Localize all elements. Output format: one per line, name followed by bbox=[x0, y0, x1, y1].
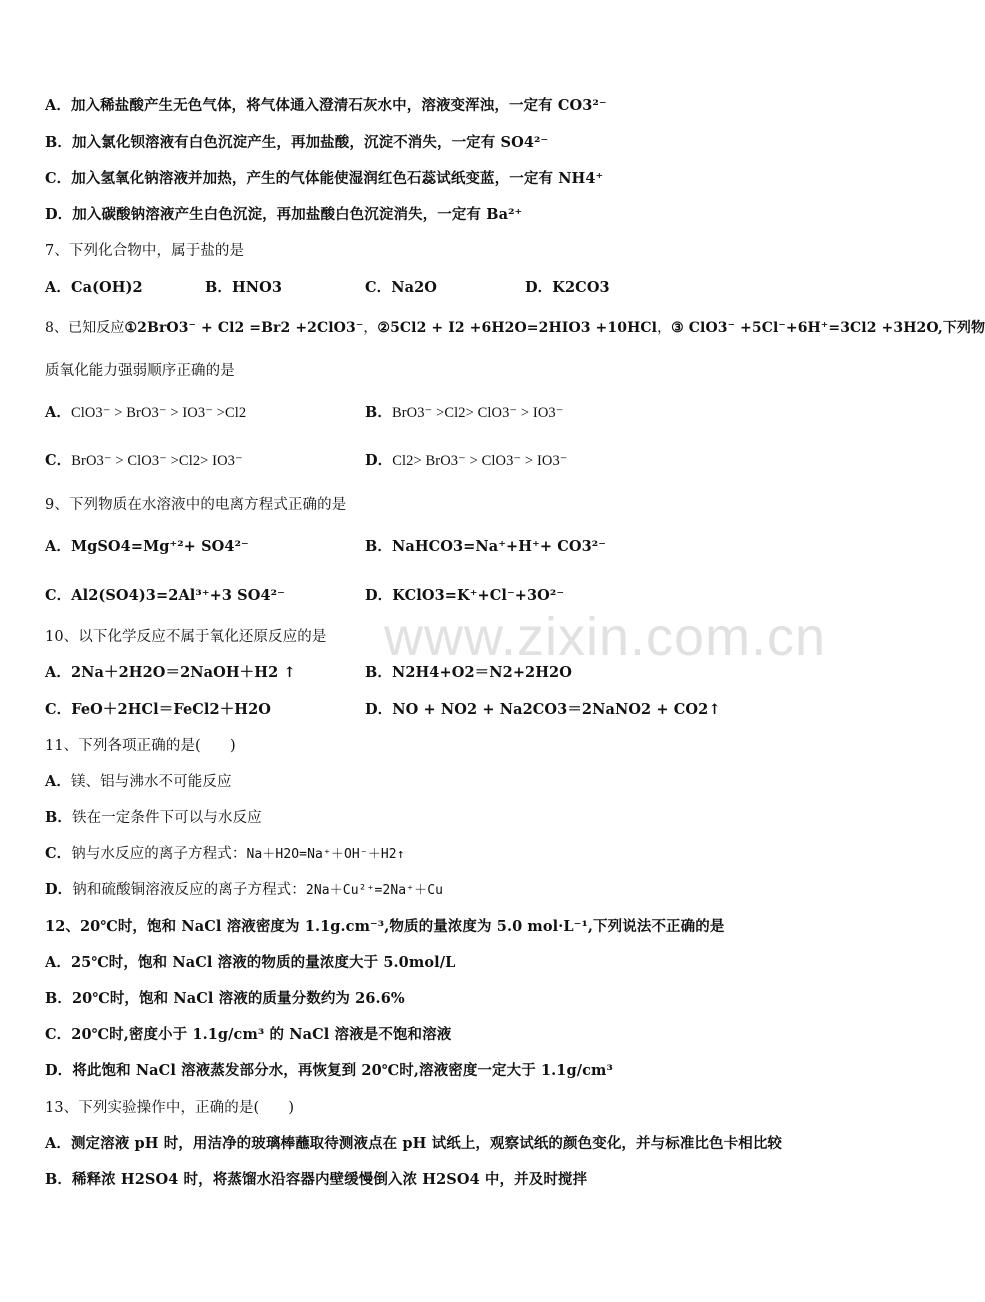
q10-c: FeO＋2HCl＝FeCl2＋H2O bbox=[71, 701, 272, 718]
q12-option-b bbox=[45, 989, 405, 1009]
option-label: C． bbox=[45, 845, 72, 862]
q10-b: N2H4+O2＝N2+2H2O bbox=[391, 664, 572, 681]
q8-d: Cl2> BrO3⁻ > ClO3⁻ > IO3⁻ bbox=[392, 453, 568, 469]
q12-d: 将此饱和 NaCl 溶液蒸发部分水，再恢复到 20℃时,溶液密度一定大于 1.1g/cm³ bbox=[72, 1062, 613, 1079]
q13-b: 稀释浓 H2SO4 时，将蒸馏水沿容器内壁缓慢倒入浓 H2SO4 中，并及时搅拌 bbox=[71, 1171, 588, 1188]
q7-options bbox=[45, 278, 143, 298]
q8-stem-line1: 8、已知反应①2BrO3⁻ + Cl2 =Br2 +2ClO3⁻，②5Cl2 + I2 +6H2O=2HIO3 +10HCl，③ ClO3⁻ +5Cl⁻+6H⁺=3Cl2 +3H2O,下列物 bbox=[45, 320, 985, 336]
q8-stem-prefix: 8、已知反应 bbox=[45, 320, 125, 336]
q11-option-a bbox=[45, 772, 232, 792]
q9-stem: 9、下列物质在水溶液中的电离方程式正确的是 bbox=[45, 497, 347, 513]
option-label: A． bbox=[45, 404, 71, 421]
q10-d: NO + NO2 + Na2CO3＝2NaNO2 + CO2↑ bbox=[392, 701, 721, 718]
q11-a: 镁、铝与沸水不可能反应 bbox=[70, 774, 232, 790]
q10-stem: 10、以下化学反应不属于氧化还原反应的是 bbox=[45, 629, 327, 645]
q13-option-b bbox=[45, 1170, 587, 1190]
q7-option-b bbox=[205, 278, 282, 298]
q8-reaction-3: ③ ClO3⁻ +5Cl⁻+6H⁺=3Cl2 +3H2O bbox=[671, 320, 938, 336]
q13-option-a bbox=[45, 1134, 782, 1154]
option-label: D． bbox=[365, 452, 393, 469]
q12-option-a bbox=[45, 953, 455, 973]
option-label: A． bbox=[45, 1135, 71, 1152]
q8-c: BrO3⁻ > ClO3⁻ >Cl2> IO3⁻ bbox=[71, 453, 243, 469]
option-label: A． bbox=[45, 664, 71, 681]
q9-option-b bbox=[365, 537, 606, 557]
q6-option-d bbox=[45, 205, 522, 225]
q11-d-text: 钠和硫酸铜溶液反应的离子方程式： bbox=[72, 882, 306, 898]
q12-option-d bbox=[45, 1061, 613, 1081]
q11-stem: 11、下列各项正确的是( ) bbox=[45, 738, 236, 754]
option-label: C． bbox=[45, 587, 72, 604]
option-label: B． bbox=[365, 404, 392, 421]
q7-stem: 7、下列化合物中，属于盐的是 bbox=[45, 243, 245, 259]
q8-stem-line2: 质氧化能力强弱顺序正确的是 bbox=[45, 363, 235, 379]
q12-option-c bbox=[45, 1025, 451, 1045]
option-label: D． bbox=[365, 701, 393, 718]
q10-option-c bbox=[45, 700, 271, 720]
q8-option-a bbox=[45, 403, 246, 423]
q9-c: Al2(SO4)3=2Al³⁺+3 SO4²⁻ bbox=[71, 587, 285, 604]
option-label: C． bbox=[45, 1026, 72, 1043]
option-label: B． bbox=[45, 1171, 72, 1188]
q6-b-ion: SO4²⁻ bbox=[500, 134, 549, 151]
q11-d-equation: 2Na＋Cu²⁺=2Na⁺＋Cu bbox=[305, 883, 444, 898]
q6-c-text: 加入氢氧化钠溶液并加热，产生的气体能使湿润红色石蕊试纸变蓝，一定有 bbox=[71, 170, 554, 187]
q12-stem: 12、20℃时，饱和 NaCl 溶液密度为 1.1g.cm⁻³,物质的量浓度为 5.0 mol·L⁻¹,下列说法不正确的是 bbox=[45, 918, 725, 935]
q11-option-c bbox=[45, 844, 405, 865]
q9-b: NaHCO3=Na⁺+H⁺+ CO3²⁻ bbox=[391, 538, 606, 555]
q11-c-text: 钠与水反应的离子方程式： bbox=[71, 846, 247, 862]
q7-option-d bbox=[525, 278, 610, 298]
watermark: www.zixin.com.cn bbox=[384, 607, 827, 667]
q6-a-ion: CO3²⁻ bbox=[557, 97, 607, 114]
q11-c-equation: Na＋H2O=Na⁺＋OH⁻＋H2↑ bbox=[246, 847, 405, 862]
option-label: B． bbox=[365, 538, 392, 555]
q6-c-ion: NH4⁺ bbox=[558, 170, 604, 187]
q9-a: MgSO4=Mg⁺²+ SO4²⁻ bbox=[70, 538, 249, 555]
option-label: D． bbox=[45, 206, 73, 223]
option-label: B． bbox=[45, 809, 72, 826]
q6-d-text: 加入碳酸钠溶液产生白色沉淀，再加盐酸白色沉淀消失，一定有 bbox=[72, 206, 482, 223]
option-label: A． bbox=[45, 773, 71, 790]
q12-a: 25℃时，饱和 NaCl 溶液的物质的量浓度大于 5.0mol/L bbox=[70, 954, 456, 971]
q10-a: 2Na＋2H2O＝2NaOH＋H2 ↑ bbox=[70, 664, 296, 681]
q10-option-d bbox=[365, 700, 721, 720]
q7-b: HNO3 bbox=[231, 279, 283, 296]
option-label: B． bbox=[365, 664, 392, 681]
option-label: D． bbox=[365, 587, 393, 604]
option-label: D． bbox=[525, 279, 553, 296]
q9-option-d bbox=[365, 586, 564, 606]
option-label: B． bbox=[45, 134, 72, 151]
q8-a: ClO3⁻ > BrO3⁻ > IO3⁻ >Cl2 bbox=[70, 405, 247, 421]
option-label: B． bbox=[205, 279, 232, 296]
q7-c: Na2O bbox=[391, 279, 438, 296]
q8-option-b bbox=[365, 403, 564, 423]
q8-reaction-1: ①2BrO3⁻ + Cl2 =Br2 +2ClO3⁻ bbox=[124, 320, 364, 336]
option-label: A． bbox=[45, 538, 71, 555]
q11-b: 铁在一定条件下可以与水反应 bbox=[71, 810, 262, 826]
q10-option-b bbox=[365, 663, 572, 683]
q8-stem-suffix: ,下列物 bbox=[937, 320, 985, 336]
q8-reaction-2: ②5Cl2 + I2 +6H2O=2HIO3 +10HCl bbox=[377, 320, 658, 336]
option-label: C． bbox=[45, 701, 72, 718]
q6-d-ion: Ba²⁺ bbox=[486, 206, 523, 223]
q8-option-c bbox=[45, 451, 243, 471]
q6-option-c bbox=[45, 169, 603, 189]
q7-d: K2CO3 bbox=[552, 279, 610, 296]
q12-c: 20℃时,密度小于 1.1g/cm³ 的 NaCl 溶液是不饱和溶液 bbox=[71, 1026, 452, 1043]
q7-a: Ca(OH)2 bbox=[70, 279, 143, 296]
q10-option-a bbox=[45, 663, 296, 683]
q7-option-c bbox=[365, 278, 437, 298]
q11-option-d bbox=[45, 880, 443, 901]
option-label: C． bbox=[365, 279, 392, 296]
option-label: C． bbox=[45, 170, 72, 187]
q9-option-a bbox=[45, 537, 249, 557]
q9-option-c bbox=[45, 586, 285, 606]
q6-b-text: 加入氯化钡溶液有白色沉淀产生，再加盐酸，沉淀不消失，一定有 bbox=[71, 134, 496, 151]
q9-d: KClO3=K⁺+Cl⁻+3O²⁻ bbox=[392, 587, 565, 604]
q12-b: 20℃时，饱和 NaCl 溶液的质量分数约为 26.6% bbox=[71, 990, 405, 1007]
q6-option-a bbox=[45, 96, 607, 116]
option-label: A． bbox=[45, 954, 71, 971]
q8-b: BrO3⁻ >Cl2> ClO3⁻ > IO3⁻ bbox=[391, 405, 564, 421]
option-label: A． bbox=[45, 279, 71, 296]
q13-stem: 13、下列实验操作中，正确的是( ) bbox=[45, 1100, 295, 1116]
q8-option-d bbox=[365, 451, 568, 471]
q13-a: 测定溶液 pH 时，用洁净的玻璃棒蘸取待测液点在 pH 试纸上，观察试纸的颜色变化，并与标准比色卡相比较 bbox=[70, 1135, 783, 1152]
q11-option-b bbox=[45, 808, 262, 828]
option-label: D． bbox=[45, 881, 73, 898]
option-label: B． bbox=[45, 990, 72, 1007]
q6-a-text: 加入稀盐酸产生无色气体，将气体通入澄清石灰水中，溶液变浑浊，一定有 bbox=[70, 97, 553, 114]
option-label: C． bbox=[45, 452, 72, 469]
option-label: D． bbox=[45, 1062, 73, 1079]
option-label: A． bbox=[45, 97, 71, 114]
q6-option-b bbox=[45, 133, 548, 153]
